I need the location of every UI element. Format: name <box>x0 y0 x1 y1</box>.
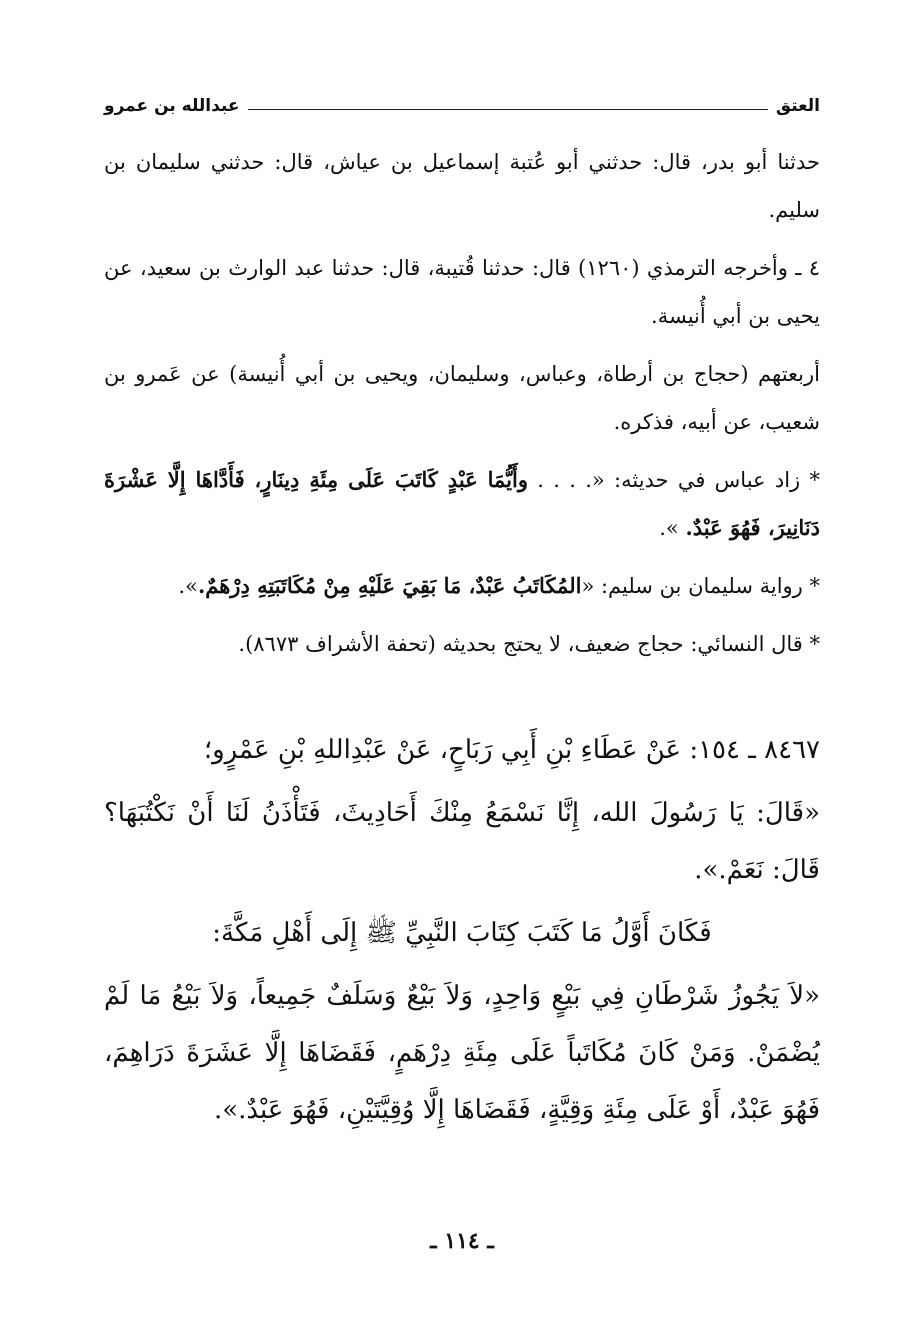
note-paragraph-4 <box>104 456 820 552</box>
note-5-suffix: ». <box>178 574 198 598</box>
note-5-quote: المُكَاتَبُ عَبْدٌ، مَا بَقِيَ عَلَيْهِ مِنْ مُكَاتَبَتِهِ دِرْهَمٌ. <box>197 573 582 598</box>
note-paragraph-5 <box>104 562 820 610</box>
note-5-prefix: * رواية سليمان بن سليم: « <box>581 574 820 598</box>
header-narrator-title: عبدالله بن عمرو <box>104 96 240 116</box>
note-paragraph-6: * قال النسائي: حجاج ضعيف، لا يحتج بحديثه (تحفة الأشراف ٨٦٧٣). <box>238 632 820 656</box>
hadith-question: «قَالَ: يَا رَسُولَ الله، إِنَّا نَسْمَعُ مِنْكَ أَحَادِيثَ، فَتَأْذَنُ لَنَا أَنْ نَكْتُبَهَا؟ قَالَ: نَعَمْ.». <box>104 798 820 885</box>
note-4-quote: وأَيُّمَا عَبْدٍ كَاتَبَ عَلَى مِئَةِ دِينَارٍ، فَأَدَّاهَا إِلَّا عَشْرَةَ دَنَانِيرَ، فَهُوَ عَبْدٌ. <box>104 467 820 540</box>
header-rule <box>248 109 768 110</box>
header-chapter-title: العتق <box>775 96 820 116</box>
note-4-suffix: ». <box>659 516 679 540</box>
page-number: ـ ١١٤ ـ <box>430 1228 494 1254</box>
note-4-prefix: * زاد عباس في حديثه: «. . . . <box>537 468 820 492</box>
hadith-intro: فَكَانَ أَوَّلُ مَا كَتَبَ كِتَابَ النَّبِيِّ ﷺ إِلَى أَهْلِ مَكَّةَ: <box>212 918 712 948</box>
hadith-heading: ٨٤٦٧ ـ ١٥٤: عَنْ عَطَاءِ بْنِ أَبِي رَبَاحٍ، عَنْ عَبْدِاللهِ بْنِ عَمْرٍو؛ <box>203 735 820 765</box>
running-header <box>104 86 820 116</box>
hadith-section <box>104 722 820 1139</box>
note-paragraph-1: حدثنا أبو بدر، قال: حدثني أبو عُتبة إسماعيل بن عياش، قال: حدثني سليمان بن سليم. <box>104 150 820 222</box>
note-paragraph-3: أربعتهم (حجاج بن أرطاة، وعباس، وسليمان، ويحيى بن أبي أُنيسة) عن عَمرو بن شعيب، عن أبيه، فذكره. <box>104 362 820 434</box>
hadith-text: «لاَ يَجُوزُ شَرْطَانِ فِي بَيْعٍ وَاحِدٍ، وَلاَ بَيْعٌ وَسَلَفٌ جَمِيعاً، وَلاَ بَيْعُ مَا لَمْ يُضْمَنْ. وَمَنْ كَانَ مُكَاتَباً عَلَى مِئَةِ دِرْهَمٍ، فَقَضَاهَا إِلَّا عَشَرَةَ دَرَاهِمَ، فَهُوَ عَبْدٌ، أَوْ عَلَى مِئَةِ وَقِيَّةٍ، فَقَضَاهَا إِلَّا وُقِيَّتَيْنِ، فَهُوَ عَبْدٌ.». <box>104 981 820 1125</box>
note-paragraph-2: ٤ ـ وأخرجه الترمذي (١٢٦٠) قال: حدثنا قُتيبة، قال: حدثنا عبد الوارث بن سعيد، عن يحيى بن أبي أُنيسة. <box>104 256 821 328</box>
notes-section <box>104 138 820 668</box>
